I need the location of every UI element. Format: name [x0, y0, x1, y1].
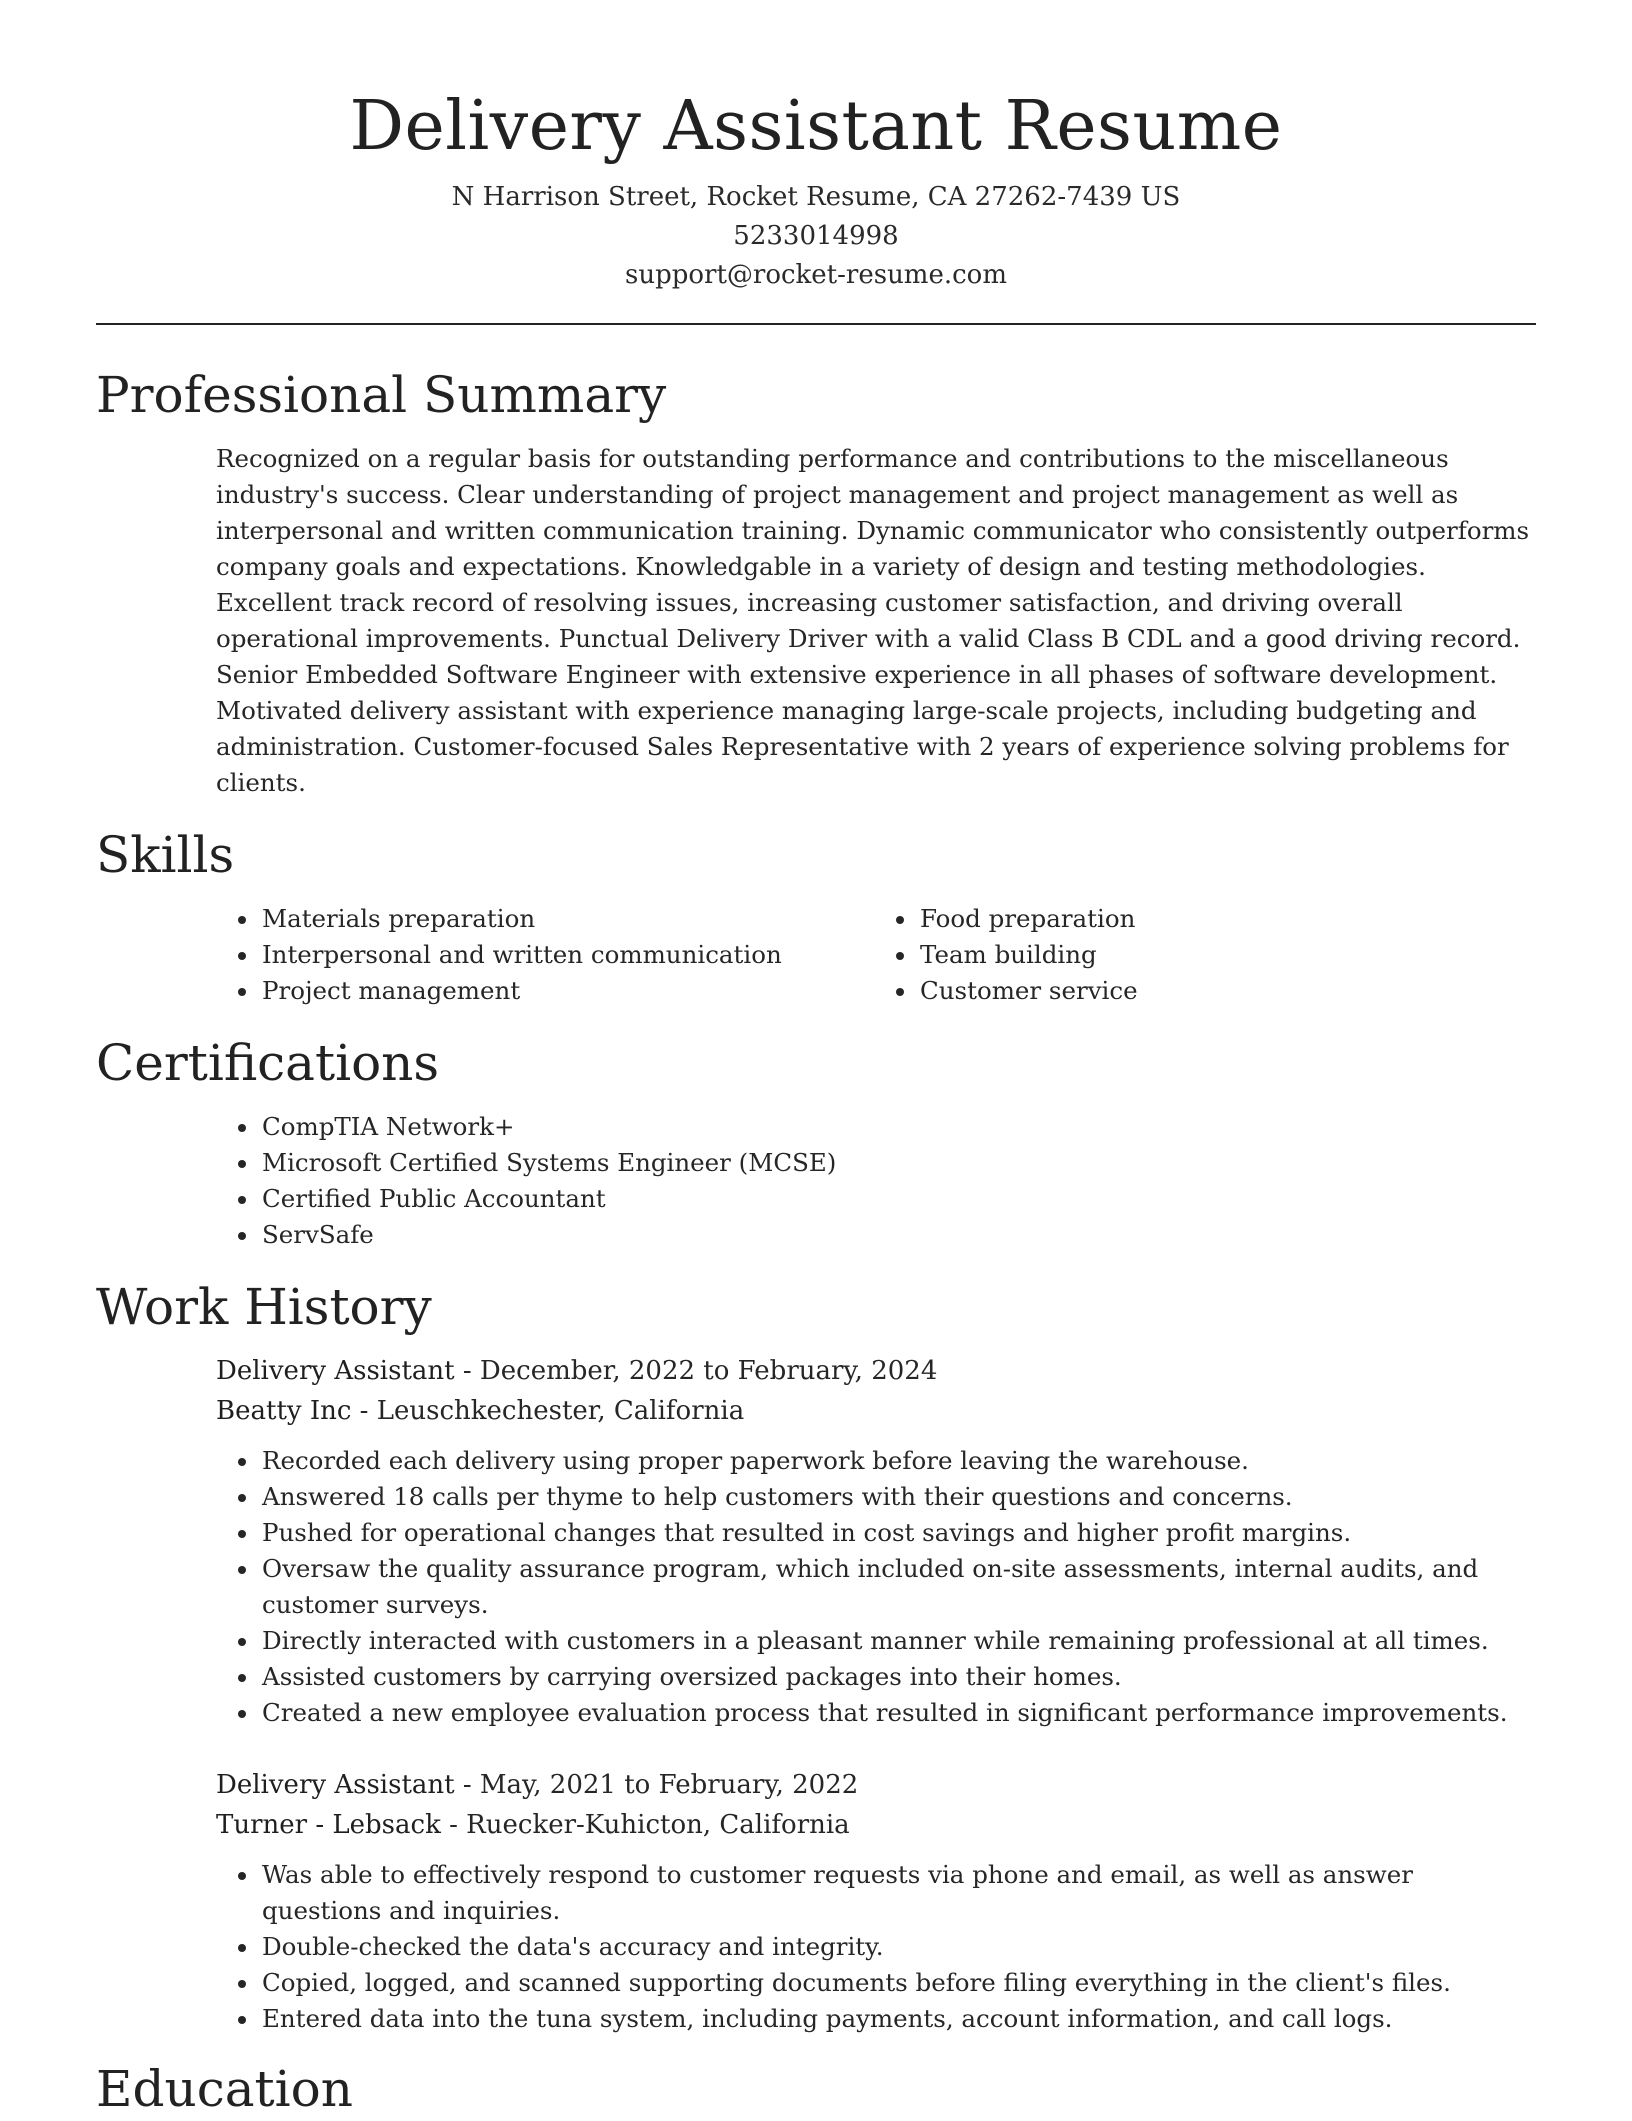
- skill-item: • Materials preparation: [260, 901, 878, 937]
- job-bullet: • Copied, logged, and scanned supporting documents before filing everything in the client's files.: [260, 1965, 1536, 2001]
- job-company-line: [216, 1805, 1536, 1845]
- resume-page: [96, 0, 1536, 2121]
- skills-column-1: [96, 901, 878, 1009]
- skill-item: • Interpersonal and written communication: [260, 937, 878, 973]
- contact-block: [96, 178, 1536, 295]
- work-history-heading: Work History: [96, 1278, 432, 1336]
- job-bullet: • Directly interacted with customers in a pleasant manner while remaining professional at all times.: [260, 1623, 1536, 1659]
- job-bullet: • Pushed for operational changes that resulted in cost savings and higher profit margins.: [260, 1515, 1536, 1551]
- job-entry: [96, 1351, 1536, 1731]
- resume-title: Delivery Assistant Resume: [349, 87, 1283, 166]
- job-bullet: • Assisted customers by carrying oversized packages into their homes.: [260, 1659, 1536, 1695]
- certification-item: • CompTIA Network+: [260, 1109, 1536, 1145]
- job-bullets: [96, 1443, 1536, 1731]
- certifications-heading: Certifications: [96, 1034, 440, 1092]
- certification-item: • ServSafe: [260, 1217, 1536, 1253]
- job-location: - Leuschkechester, California: [351, 1396, 745, 1426]
- job-entry: [96, 1765, 1536, 2037]
- certifications-list: [96, 1109, 1536, 1253]
- job-company: Turner - Lebsack: [216, 1810, 441, 1840]
- resume-header: [96, 0, 1536, 295]
- contact-address: N Harrison Street, Rocket Resume, CA 27262-7439 US: [451, 182, 1181, 212]
- skills-heading: Skills: [96, 826, 235, 884]
- certification-item: • Microsoft Certified Systems Engineer (MCSE): [260, 1145, 1536, 1181]
- job-dates: - December, 2022 to February, 2024: [454, 1356, 938, 1386]
- certification-item: • Certified Public Accountant: [260, 1181, 1536, 1217]
- job-location: - Ruecker-Kuhicton, California: [440, 1810, 850, 1840]
- skill-item: • Project management: [260, 973, 878, 1009]
- job-bullet: • Was able to effectively respond to customer requests via phone and email, as well as answer questions and inquiries.: [260, 1857, 1536, 1929]
- summary-section: [96, 441, 1536, 801]
- job-dates: - May, 2021 to February, 2022: [454, 1770, 859, 1800]
- job-company-line: [216, 1391, 1536, 1431]
- job-bullet: • Recorded each delivery using proper paperwork before leaving the warehouse.: [260, 1443, 1536, 1479]
- job-title: Delivery Assistant: [216, 1770, 455, 1800]
- header-divider: [96, 323, 1536, 325]
- job-bullet: • Answered 18 calls per thyme to help customers with their questions and concerns.: [260, 1479, 1536, 1515]
- education-heading: Education: [96, 2060, 353, 2118]
- job-bullets: [96, 1857, 1536, 2037]
- summary-text: Recognized on a regular basis for outstanding performance and contributions to the miscellaneous industry's success. Clear understanding of project management and project management as well as interpersonal and written communication training. Dynamic communicator who consistently outperforms company goals and expectations. Knowledgable in a variety of design and testing methodologies. Excellent track record of resolving issues, increasing customer satisfaction, and driving overall operational improvements. Punctual Delivery Driver with a valid Class B CDL and a good driving record. Senior Embedded Software Engineer with extensive experience in all phases of software development. Motivated delivery assistant with experience managing large-scale projects, including budgeting and administration. Customer-focused Sales Representative with 2 years of experience solving problems for clients.: [216, 444, 1530, 797]
- job-title: Delivery Assistant: [216, 1356, 455, 1386]
- job-bullet: • Entered data into the tuna system, including payments, account information, and call logs.: [260, 2001, 1536, 2037]
- skills-column-2: [878, 901, 1536, 1009]
- summary-heading: Professional Summary: [96, 366, 667, 424]
- skill-item: • Customer service: [918, 973, 1536, 1009]
- job-company: Beatty Inc: [216, 1396, 352, 1426]
- skills-list: [96, 901, 1536, 1009]
- contact-email: support@rocket-resume.com: [624, 260, 1007, 290]
- skill-item: • Team building: [918, 937, 1536, 973]
- job-bullet: • Oversaw the quality assurance program, which included on-site assessments, internal audits, and customer surveys.: [260, 1551, 1536, 1623]
- job-bullet: • Double-checked the data's accuracy and integrity.: [260, 1929, 1536, 1965]
- job-title-line: [216, 1351, 1536, 1391]
- job-bullet: • Created a new employee evaluation process that resulted in significant performance improvements.: [260, 1695, 1536, 1731]
- job-title-line: [216, 1765, 1536, 1805]
- skill-item: • Food preparation: [918, 901, 1536, 937]
- contact-phone: 5233014998: [733, 221, 899, 251]
